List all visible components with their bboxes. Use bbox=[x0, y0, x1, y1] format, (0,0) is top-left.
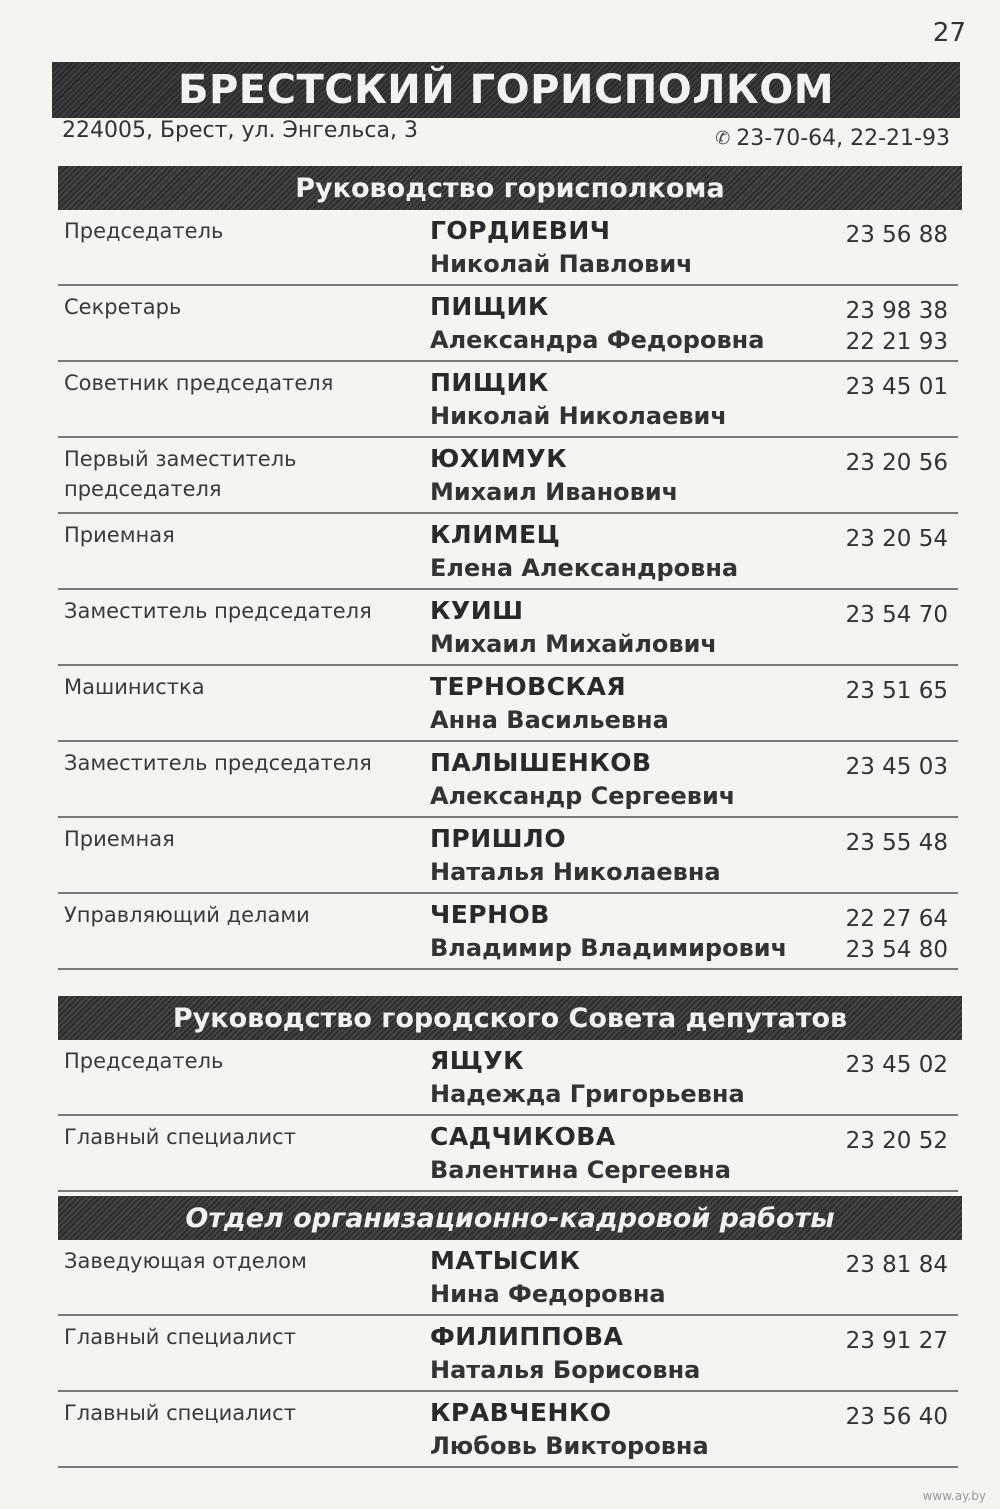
list-item bbox=[58, 742, 958, 818]
phone-numbers bbox=[846, 1050, 948, 1081]
section-header: Отдел организационно-кадровой работы bbox=[58, 1196, 962, 1240]
phone-number: 23 56 40 bbox=[845, 1404, 948, 1430]
header-phones bbox=[715, 126, 950, 151]
surname: ПИЩИК bbox=[430, 368, 549, 397]
surname: ГОРДИЕВИЧ bbox=[430, 216, 611, 245]
position-title: Заместитель председателя bbox=[64, 751, 372, 775]
position-title: Заместитель председателя bbox=[64, 599, 372, 623]
section-council bbox=[58, 996, 962, 1192]
phone-number: 23 81 84 bbox=[845, 1252, 948, 1278]
surname: ТЕРНОВСКАЯ bbox=[430, 672, 627, 701]
surname: КУИШ bbox=[430, 596, 524, 625]
position-title: Приемная bbox=[64, 827, 175, 851]
phone-numbers bbox=[846, 600, 948, 631]
list-item bbox=[58, 818, 958, 894]
entry-list bbox=[58, 1040, 962, 1192]
main-title: БРЕСТСКИЙ ГОРИСПОЛКОМ bbox=[52, 62, 960, 118]
phone-number: 23 45 03 bbox=[845, 754, 948, 780]
list-item bbox=[58, 590, 958, 666]
surname: КЛИМЕЦ bbox=[430, 520, 561, 549]
list-item bbox=[58, 1040, 958, 1116]
phone-number: 23 20 56 bbox=[845, 450, 948, 476]
position-title: Первый заместитель председателя bbox=[64, 447, 297, 501]
given-name: Михаил Михайлович bbox=[430, 630, 717, 658]
given-name: Наталья Николаевна bbox=[430, 858, 721, 886]
section-header: Руководство городского Совета депутатов bbox=[58, 996, 962, 1040]
phone-numbers bbox=[846, 372, 948, 403]
surname: ПИЩИК bbox=[430, 292, 549, 321]
surname: ФИЛИППОВА bbox=[430, 1322, 624, 1351]
list-item bbox=[58, 286, 958, 362]
list-item bbox=[58, 210, 958, 286]
phone-number: 23 98 38 bbox=[845, 298, 948, 324]
list-item bbox=[58, 1116, 958, 1192]
phone-number: 23 51 65 bbox=[845, 678, 948, 704]
surname: ЯЩУК bbox=[430, 1046, 525, 1075]
given-name: Любовь Викторовна bbox=[430, 1432, 709, 1460]
position-title: Главный специалист bbox=[64, 1125, 296, 1149]
given-name: Александр Сергеевич bbox=[430, 782, 736, 810]
given-name: Елена Александровна bbox=[430, 554, 739, 582]
phone-numbers bbox=[846, 752, 948, 783]
phone-number: 23 54 80 bbox=[845, 937, 948, 963]
list-item bbox=[58, 1316, 958, 1392]
given-name: Михаил Иванович bbox=[430, 478, 679, 506]
phone-numbers bbox=[846, 448, 948, 479]
surname: ЮХИМУК bbox=[430, 444, 568, 473]
phone-numbers bbox=[846, 1250, 948, 1281]
list-item bbox=[58, 438, 958, 514]
list-item bbox=[58, 1392, 958, 1468]
phone-number: 23 56 88 bbox=[845, 222, 948, 248]
list-item bbox=[58, 1240, 958, 1316]
surname: ПРИШЛО bbox=[430, 824, 567, 853]
given-name: Николай Николаевич bbox=[430, 402, 727, 430]
phone-icon: ✆ bbox=[715, 128, 731, 149]
surname: КРАВЧЕНКО bbox=[430, 1398, 612, 1427]
phone-number: 23 91 27 bbox=[845, 1328, 948, 1354]
section-hr-department bbox=[58, 1196, 962, 1468]
phone-numbers bbox=[846, 220, 948, 251]
given-name: Нина Федоровна bbox=[430, 1280, 666, 1308]
phone-numbers bbox=[846, 1326, 948, 1357]
position-title: Управляющий делами bbox=[64, 903, 310, 927]
phone-number: 23 45 01 bbox=[845, 374, 948, 400]
list-item bbox=[58, 894, 958, 970]
page-number: 27 bbox=[932, 18, 966, 48]
given-name: Надежда Григорьевна bbox=[430, 1080, 745, 1108]
position-title: Приемная bbox=[64, 523, 175, 547]
given-name: Валентина Сергеевна bbox=[430, 1156, 731, 1184]
address: 224005, Брест, ул. Энгельса, 3 bbox=[62, 118, 418, 143]
phone-number: 23 20 52 bbox=[845, 1128, 948, 1154]
given-name: Наталья Борисовна bbox=[430, 1356, 701, 1384]
surname: МАТЫСИК bbox=[430, 1246, 581, 1275]
entry-list bbox=[58, 1240, 962, 1468]
address-row bbox=[62, 118, 950, 158]
phone-numbers bbox=[846, 676, 948, 707]
phone-number: 23 20 54 bbox=[845, 526, 948, 552]
given-name: Владимир Владимирович bbox=[430, 934, 788, 962]
position-title: Заведующая отделом bbox=[64, 1249, 307, 1273]
list-item bbox=[58, 666, 958, 742]
phone-numbers bbox=[846, 828, 948, 859]
position-title: Секретарь bbox=[64, 295, 182, 319]
surname: ПАЛЫШЕНКОВ bbox=[430, 748, 652, 777]
phone-number: 23 55 48 bbox=[845, 830, 948, 856]
given-name: Анна Васильевна bbox=[430, 706, 669, 734]
surname: САДЧИКОВА bbox=[430, 1122, 616, 1151]
position-title: Советник председателя bbox=[64, 371, 334, 395]
header-phone-numbers: 23-70-64, 22-21-93 bbox=[736, 126, 950, 151]
position-title: Главный специалист bbox=[64, 1401, 296, 1425]
list-item bbox=[58, 362, 958, 438]
watermark: www.ay.by bbox=[922, 1489, 986, 1503]
given-name: Николай Павлович bbox=[430, 250, 693, 278]
position-title: Председатель bbox=[64, 1049, 224, 1073]
phone-number: 23 45 02 bbox=[845, 1052, 948, 1078]
position-title: Машинистка bbox=[64, 675, 205, 699]
surname: ЧЕРНОВ bbox=[430, 900, 550, 929]
given-name: Александра Федоровна bbox=[430, 326, 765, 354]
position-title: Главный специалист bbox=[64, 1325, 296, 1349]
section-leadership bbox=[58, 166, 962, 970]
section-header: Руководство горисполкома bbox=[58, 166, 962, 210]
phone-numbers bbox=[846, 1126, 948, 1157]
phone-number: 22 21 93 bbox=[845, 329, 948, 355]
phone-numbers bbox=[846, 904, 948, 966]
phone-numbers bbox=[846, 524, 948, 555]
phone-number: 23 54 70 bbox=[845, 602, 948, 628]
phone-numbers bbox=[846, 1402, 948, 1433]
list-item bbox=[58, 514, 958, 590]
phone-numbers bbox=[846, 296, 948, 358]
phone-number: 22 27 64 bbox=[845, 906, 948, 932]
position-title: Председатель bbox=[64, 219, 224, 243]
entry-list bbox=[58, 210, 962, 970]
